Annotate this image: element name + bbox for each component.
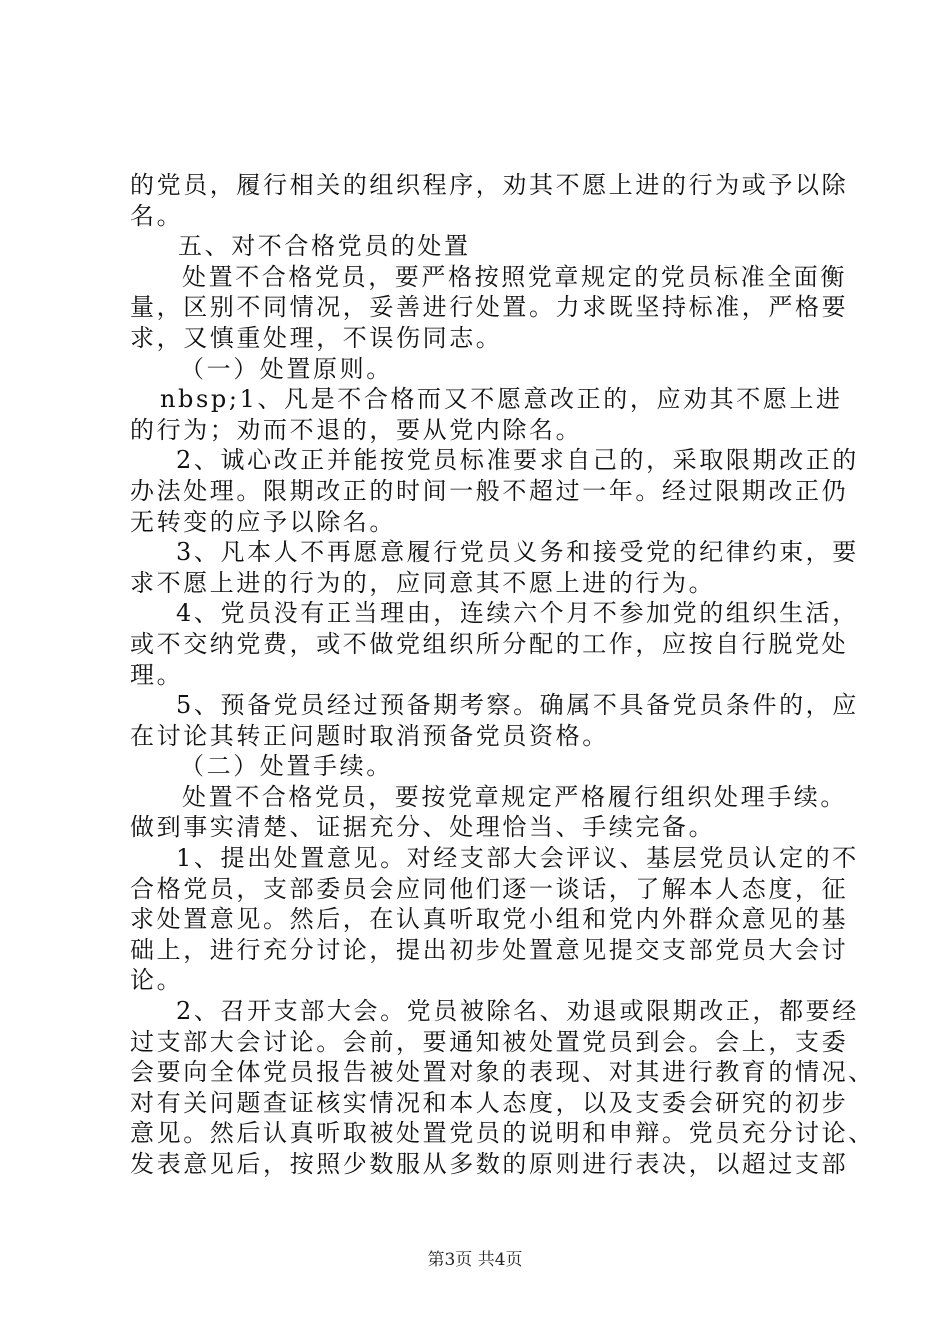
text-line: 2、召开支部大会。党员被除名、劝退或限期改正，都要经 [176, 997, 859, 1026]
page-number-footer: 第3页 共4页 [427, 1250, 523, 1270]
text-line: 的行为；劝而不退的，要从党内除名。 [130, 415, 583, 444]
text-line: 在讨论其转正问题时取消预备党员资格。 [130, 721, 609, 750]
text-line: 1、提出处置意见。对经支部大会评议、基层党员认定的不 [176, 844, 859, 873]
text-line: 量，区别不同情况，妥善进行处置。力求既坚持标准，严格要 [130, 293, 849, 322]
text-line: 的党员，履行相关的组织程序，劝其不愿上进的行为或予以除 [130, 171, 849, 199]
text-line: nbsp;1、凡是不合格而又不愿意改正的，应劝其不愿上进 [160, 385, 843, 414]
text-line: 求，又慎重处理，不误伤同志。 [130, 323, 503, 352]
text-line: 对有关问题查证核实情况和本人态度，以及支委会研究的初步 [130, 1088, 849, 1117]
text-line: 无转变的应予以除名。 [130, 507, 396, 536]
text-line: 2、诚心改正并能按党员标准要求自己的，采取限期改正的 [176, 446, 859, 475]
text-line: 合格党员，支部委员会应同他们逐一谈话，了解本人态度，征 [130, 874, 849, 903]
text-line: 求处置意见。然后，在认真听取党小组和党内外群众意见的基 [130, 905, 849, 934]
text-line: 意见。然后认真听取被处置党员的说明和申辩。党员充分讨论、 [130, 1119, 875, 1148]
text-line: 做到事实清楚、证据充分、处理恰当、手续完备。 [130, 813, 716, 842]
section-heading: 五、对不合格党员的处置 [178, 232, 471, 261]
text-line: 会要向全体党员报告被处置对象的表现、对其进行教育的情况、 [130, 1058, 875, 1087]
text-line: 3、凡本人不再愿意履行党员义务和接受党的纪律约束，要 [176, 538, 859, 567]
text-line: 发表意见后，按照少数服从多数的原则进行表决，以超过支部 [130, 1150, 849, 1178]
text-line: 办法处理。限期改正的时间一般不超过一年。经过限期改正仍 [130, 476, 849, 505]
document-body [130, 170, 875, 1180]
text-line: 名。 [130, 201, 184, 230]
text-line: 论。 [130, 966, 184, 995]
text-line: 础上，进行充分讨论，提出初步处置意见提交支部党员大会讨 [130, 935, 849, 964]
text-line: 或不交纳党费，或不做党组织所分配的工作，应按自行脱党处 [130, 629, 849, 658]
text-line: 理。 [130, 660, 184, 689]
text-line: 4、党员没有正当理由，连续六个月不参加党的组织生活， [176, 599, 859, 628]
text-line: 过支部大会讨论。会前，要通知被处置党员到会。会上，支委 [130, 1027, 849, 1056]
text-line: 求不愿上进的行为的，应同意其不愿上进的行为。 [130, 568, 716, 597]
text-line: 5、预备党员经过预备期考察。确属不具备党员条件的，应 [176, 691, 859, 720]
subsection-heading: （一）处置原则。 [180, 354, 393, 383]
text-line: 处置不合格党员，要按党章规定严格履行组织处理手续。 [182, 782, 847, 811]
text-line: 处置不合格党员，要严格按照党章规定的党员标准全面衡 [182, 262, 847, 291]
subsection-heading: （二）处置手续。 [180, 752, 393, 781]
